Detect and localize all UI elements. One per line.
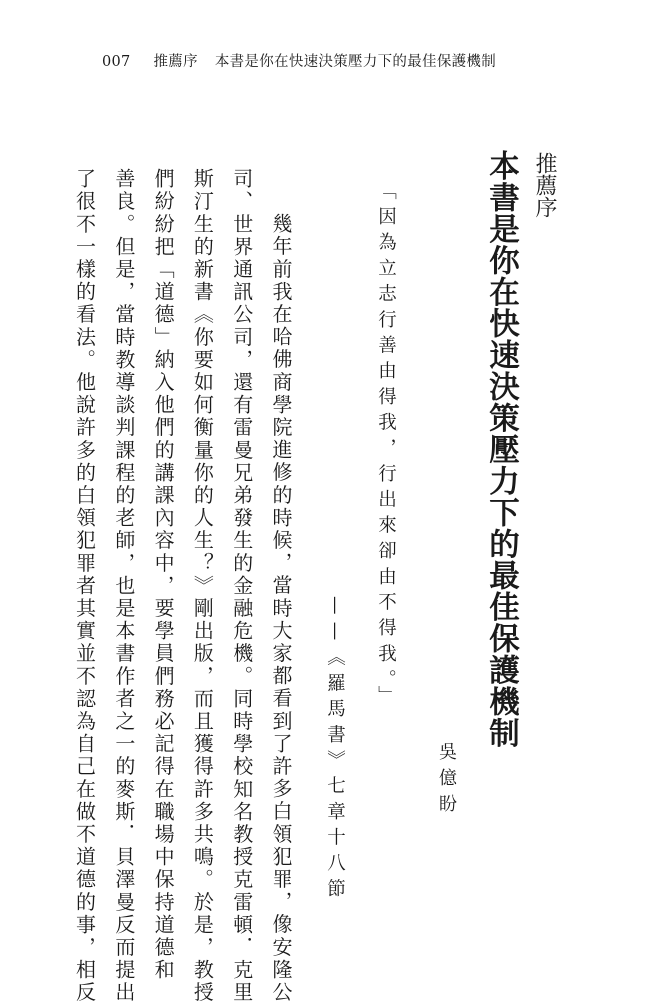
- body-line: 了很不一樣的看法。他說許多的白領犯罪者其實並不認為自己在做不道德的事，相反: [72, 168, 97, 1004]
- epigraph-source: ——《羅馬書》七章十八節: [324, 596, 346, 905]
- running-header: [102, 50, 496, 71]
- body-text: [25, 168, 300, 1004]
- preface-label: 推薦序: [532, 152, 557, 218]
- header-section-label: 推薦序: [153, 54, 198, 70]
- chapter-title: 本書是你在快速決策壓力下的最佳保護機制: [483, 150, 520, 749]
- body-line: 司、世界通訊公司，還有雷曼兄弟發生的金融危機。同時學校知名教授克雷頓．克里: [229, 168, 254, 1004]
- header-running-title: 本書是你在快速決策壓力下的最佳保護機制: [214, 54, 497, 70]
- body-line: 幾年前我在哈佛商學院進修的時候，當時大家都看到了許多白領犯罪，像安隆公: [269, 213, 293, 1004]
- author-name: 吳億盼: [436, 742, 457, 820]
- body-line: 們紛紛把「道德」納入他們的講課內容中，要學員們務必記得在職場中保持道德和: [151, 168, 176, 982]
- page-number: 007: [102, 54, 131, 70]
- epigraph-quote: 「因為立志行善由得我，行出來卻由不得我。」: [375, 181, 397, 712]
- body-line: 斯汀生的新書《你要如何衡量你的人生？》剛出版，而且獲得許多共鳴。於是，教授: [190, 168, 215, 1004]
- body-line: 善良。但是，當時教導談判課程的老師，也是本書作者之一的麥斯．貝澤曼反而提出: [111, 168, 136, 1004]
